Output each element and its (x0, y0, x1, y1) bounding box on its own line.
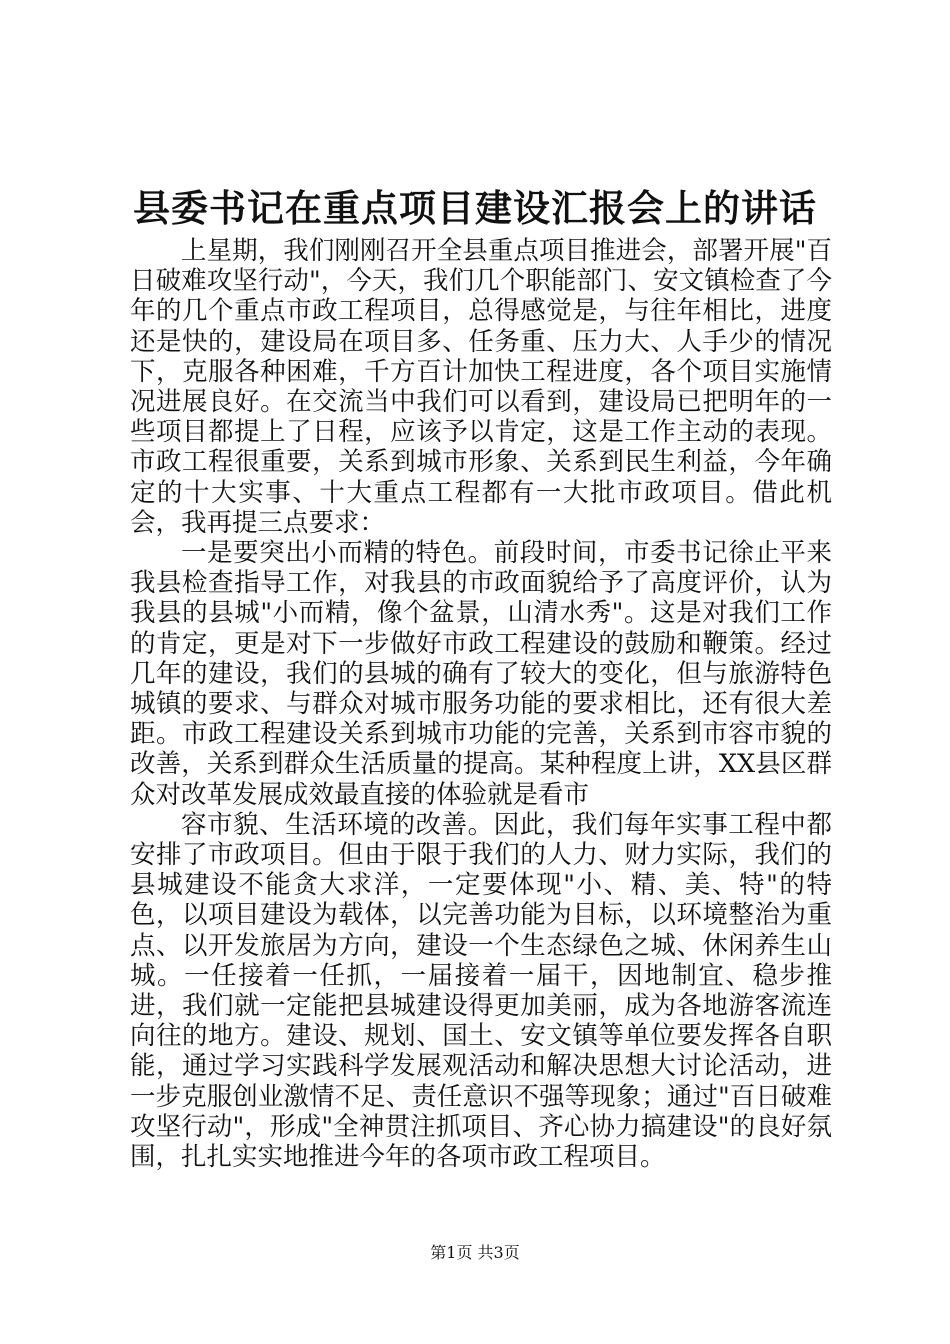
paragraph-continuation: 容市貌、生活环境的改善。因此，我们每年实事工程中都安排了市政项目。但由于限于我们的人力、财力实际，我们的县城建设不能贪大求洋，一定要体现"小、精、美、特"的特色，以项目建设为载体，以完善功能为目标，以环境整治为重点、以开发旅居为方向，建设一个生态绿色之城、休闲养生山城。一任接着一任抓，一届接着一届干，因地制宜、稳步推进，我们就一定能把县城建设得更加美丽，成为各地游客流连向往的地方。建设、规划、国土、安文镇等单位要发挥各自职能，通过学习实践科学发展观活动和解决思想大讨论活动，进一步克服创业激情不足、责任意识不强等现象；通过"百日破难攻坚行动"，形成"全神贯注抓项目、齐心协力搞建设"的良好氛围，扎扎实实地推进今年的各项市政工程项目。 (130, 809, 832, 1173)
page-number-footer: 第1页 共3页 (430, 1243, 520, 1262)
document-title: 县委书记在重点项目建设汇报会上的讲话 (133, 186, 817, 230)
paragraph-intro: 上星期，我们刚刚召开全县重点项目推进会，部署开展"百日破难攻坚行动"，今天，我们几个职能部门、安文镇检查了今年的几个重点市政工程项目，总得感觉是，与往年相比，进度还是快的，建设局在项目多、任务重、压力大、人手少的情况下，克服各种困难，千方百计加快工程进度，各个项目实施情况进展良好。在交流当中我们可以看到，建设局已把明年的一些项目都提上了日程，应该予以肯定，这是工作主动的表现。市政工程很重要，关系到城市形象、关系到民生利益，今年确定的十大实事、十大重点工程都有一大批市政项目。借此机会，我再提三点要求： (130, 236, 832, 538)
document-body (130, 236, 832, 1172)
paragraph-point-one: 一是要突出小而精的特色。前段时间，市委书记徐止平来我县检查指导工作，对我县的市政面貌给予了高度评价，认为我县的县城"小而精，像个盆景，山清水秀"。这是对我们工作的肯定，更是对下一步做好市政工程建设的鼓励和鞭策。经过几年的建设，我们的县城的确有了较大的变化，但与旅游特色城镇的要求、与群众对城市服务功能的要求相比，还有很大差距。市政工程建设关系到城市功能的完善，关系到市容市貌的改善，关系到群众生活质量的提高。某种程度上讲，XX县区群众对改革发展成效最直接的体验就是看市 (130, 538, 832, 810)
